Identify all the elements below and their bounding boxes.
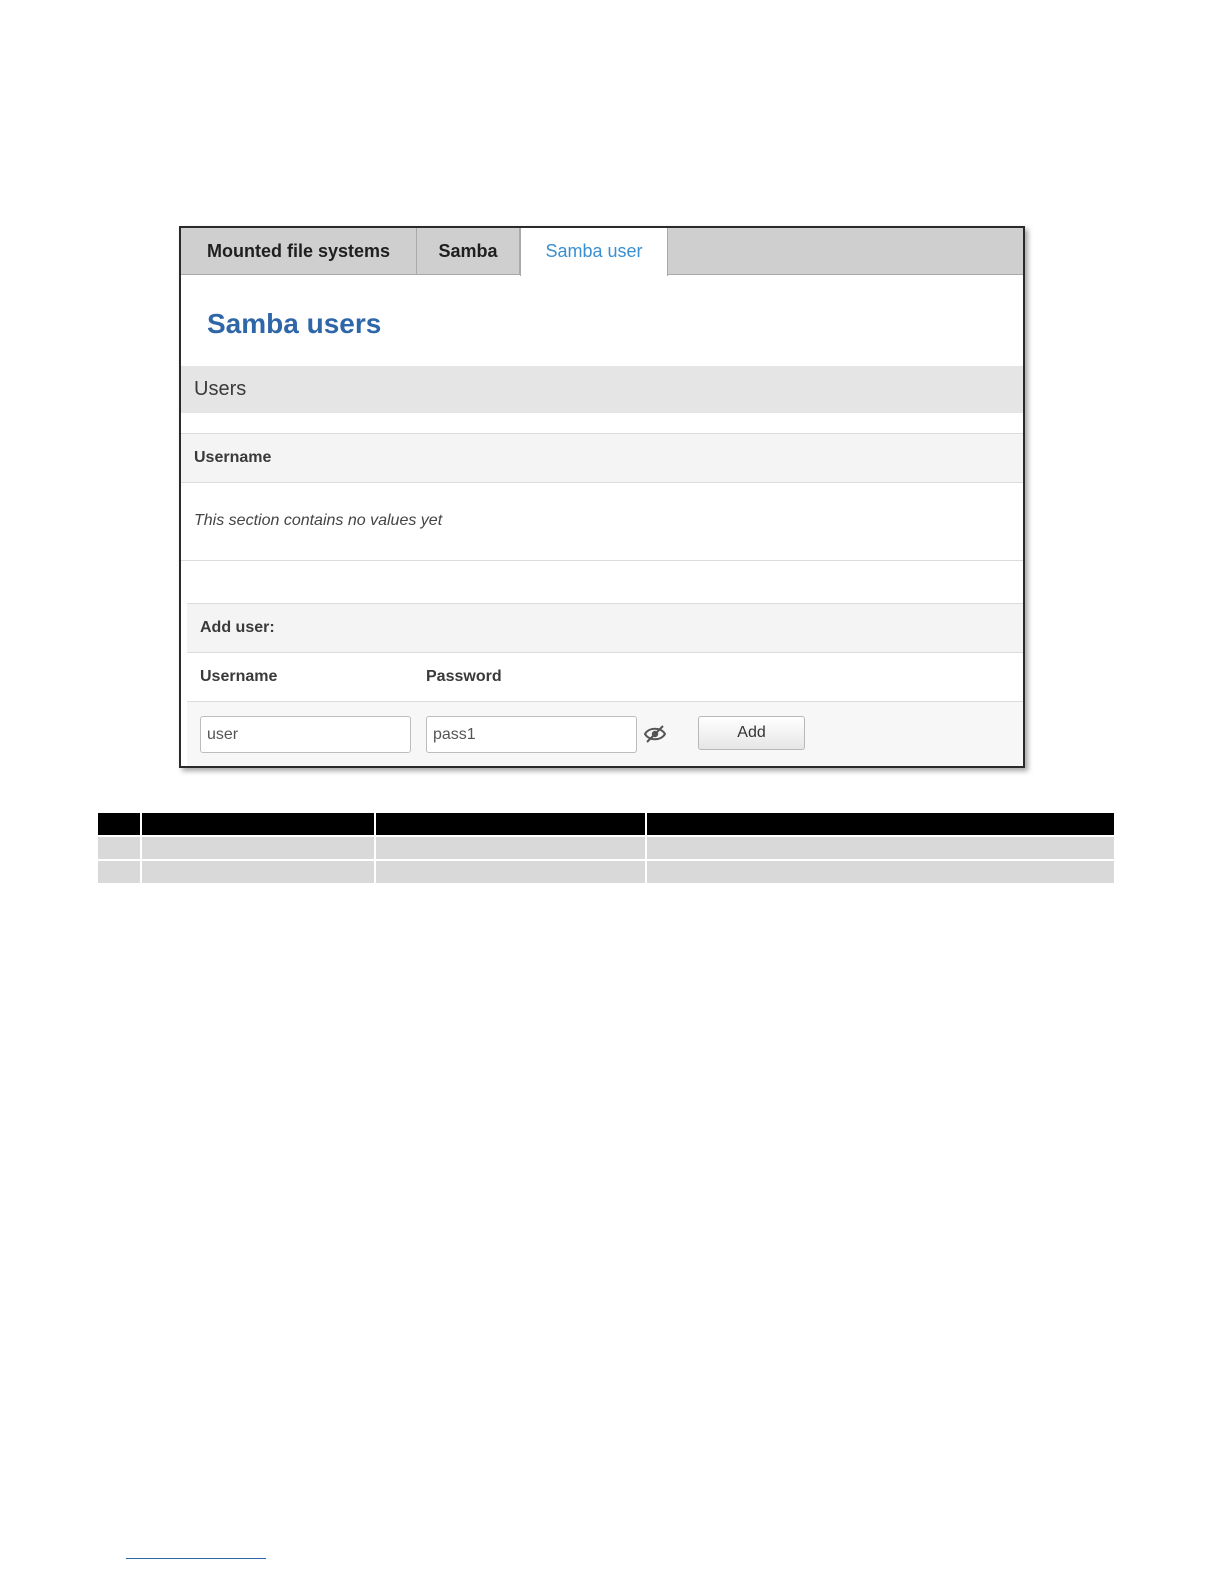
document-table xyxy=(96,811,1116,885)
password-input[interactable] xyxy=(426,716,637,753)
tab-mounted-file-systems[interactable]: Mounted file systems xyxy=(181,228,417,275)
table-header-cell xyxy=(376,813,645,835)
username-column-header: Username xyxy=(181,433,1023,483)
tab-bar xyxy=(181,228,1023,275)
table-row xyxy=(98,837,1114,859)
users-section-title: Users xyxy=(181,366,1023,413)
table-cell xyxy=(376,861,645,883)
eye-slash-icon[interactable] xyxy=(643,724,667,744)
tab-samba[interactable]: Samba xyxy=(417,228,520,275)
footnote-separator xyxy=(126,1558,266,1559)
table-row xyxy=(98,861,1114,883)
table-cell xyxy=(98,837,140,859)
page-title: Samba users xyxy=(207,308,382,339)
table-header-cell xyxy=(142,813,374,835)
table-header-cell xyxy=(98,813,140,835)
samba-user-screenshot xyxy=(179,226,1025,768)
table-header-row xyxy=(98,813,1114,835)
table-cell xyxy=(376,837,645,859)
username-input[interactable] xyxy=(200,716,411,753)
add-user-row xyxy=(187,702,1025,768)
table-cell xyxy=(142,861,374,883)
tab-samba-user[interactable]: Samba user xyxy=(520,228,668,276)
username-label: Username xyxy=(200,668,278,685)
table-header-cell xyxy=(647,813,1114,835)
add-user-title: Add user: xyxy=(187,603,1025,653)
add-button[interactable]: Add xyxy=(698,716,805,750)
table-cell xyxy=(647,837,1114,859)
empty-section-message: This section contains no values yet xyxy=(181,483,1023,561)
table-cell xyxy=(647,861,1114,883)
table-cell xyxy=(98,861,140,883)
add-user-labels xyxy=(187,653,1025,702)
table-cell xyxy=(142,837,374,859)
password-label: Password xyxy=(426,668,502,685)
